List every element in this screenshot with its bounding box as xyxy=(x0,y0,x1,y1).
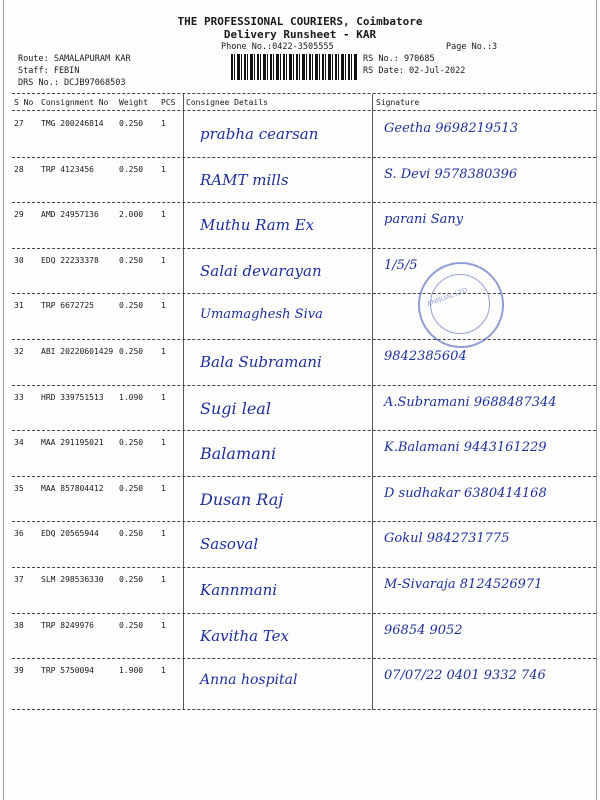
row-consignment-no: TMG 200246814 xyxy=(41,119,104,128)
company-stamp xyxy=(418,262,504,348)
row-consignee-handwriting: Sasoval xyxy=(200,535,259,554)
row-consignment-no: TRP 6672725 xyxy=(41,301,94,311)
row-consignment-no: MAA 291195021 xyxy=(41,438,104,448)
row-pcs: 1 xyxy=(161,529,166,539)
row-consignment-no: EDQ 20565944 xyxy=(41,529,99,539)
row-consignee-handwriting: Salai devarayan xyxy=(200,261,322,280)
row-pcs: 1 xyxy=(161,210,166,220)
column-divider xyxy=(183,94,184,710)
document-title: THE PROFESSIONAL COURIERS, Coimbatore xyxy=(177,15,423,28)
row-consignment-no: ABI 20220601429 xyxy=(41,347,114,356)
table-bottom-rule xyxy=(12,709,596,710)
row-sno: 29 xyxy=(14,210,24,220)
row-weight: 0.250 xyxy=(119,301,144,311)
row-sno: 38 xyxy=(14,620,24,630)
route: Route: SAMALAPURAM KAR xyxy=(18,54,131,64)
row-consignee-handwriting: RAMT mills xyxy=(200,170,289,189)
column-divider xyxy=(372,94,373,710)
row-weight: 2.000 xyxy=(119,210,144,220)
row-signature-handwriting: 9842385604 xyxy=(384,349,467,364)
col-header-signature: Signature xyxy=(376,98,420,107)
row-pcs: 1 xyxy=(161,301,166,311)
row-consignment-no: TRP 4123456 xyxy=(41,164,94,174)
phone-number: Phone No.:0422-3505555 xyxy=(221,42,334,52)
row-weight: 1.090 xyxy=(119,392,144,402)
rs-date: RS Date: 02-Jul-2022 xyxy=(363,66,466,76)
row-sno: 37 xyxy=(14,575,24,584)
row-divider xyxy=(12,567,596,568)
row-weight: 0.250 xyxy=(119,620,144,630)
row-consignee-handwriting: Anna hospital xyxy=(200,672,298,689)
col-header-weight: Weight xyxy=(119,98,148,107)
col-header-consignment: Consignment No xyxy=(41,98,109,107)
row-consignment-no: TRP 5750094 xyxy=(41,666,94,676)
row-consignment-no: AMD 24957136 xyxy=(41,210,99,220)
row-consignee-handwriting: Dusan Raj xyxy=(200,489,284,509)
row-signature-handwriting: parani Sany xyxy=(384,212,464,228)
stamp-label: ANNUAL LTD xyxy=(426,286,469,309)
row-consignee-handwriting: prabha cearsan xyxy=(200,125,319,143)
row-weight: 0.250 xyxy=(119,529,144,539)
row-sno: 36 xyxy=(14,529,24,539)
row-pcs: 1 xyxy=(161,347,166,356)
row-pcs: 1 xyxy=(161,575,166,584)
row-divider xyxy=(12,476,596,477)
row-sno: 31 xyxy=(14,301,24,311)
row-weight: 0.250 xyxy=(119,255,144,265)
col-header-pcs: PCS xyxy=(161,98,176,107)
row-consignee-handwriting: Muthu Ram Ex xyxy=(200,216,315,235)
row-signature-handwriting: D sudhakar 6380414168 xyxy=(384,485,547,501)
row-divider xyxy=(12,339,596,340)
row-divider xyxy=(12,202,596,203)
row-consignee-handwriting: Umamaghesh Siva xyxy=(200,307,323,323)
row-pcs: 1 xyxy=(161,483,166,493)
row-weight: 0.250 xyxy=(119,438,144,448)
row-sno: 30 xyxy=(14,255,24,265)
row-pcs: 1 xyxy=(161,666,166,676)
row-consignee-handwriting: Balamani xyxy=(200,444,277,464)
barcode xyxy=(231,54,358,80)
row-consignment-no: EDQ 22233378 xyxy=(41,255,99,265)
row-sno: 33 xyxy=(14,392,24,402)
row-signature-handwriting: S. Devi 9578380396 xyxy=(384,166,518,182)
row-sno: 34 xyxy=(14,438,24,448)
row-signature-handwriting: A.Subramani 9688487344 xyxy=(384,394,557,410)
row-pcs: 1 xyxy=(161,119,166,128)
row-divider xyxy=(12,430,596,431)
row-sno: 27 xyxy=(14,119,24,128)
col-header-consignee: Consignee Details xyxy=(186,98,268,107)
row-sno: 32 xyxy=(14,347,24,356)
row-weight: 0.250 xyxy=(119,119,144,128)
row-pcs: 1 xyxy=(161,164,166,174)
row-consignee-handwriting: Kavitha Tex xyxy=(200,626,289,645)
row-divider xyxy=(12,521,596,522)
row-signature-handwriting: Geetha 9698219513 xyxy=(384,121,518,136)
page-edge-left xyxy=(3,0,4,800)
header-rule-bottom xyxy=(12,110,596,111)
row-consignment-no: HRD 339751513 xyxy=(41,392,104,402)
row-consignee-handwriting: Bala Subramani xyxy=(200,353,322,371)
row-signature-handwriting: 1/5/5 xyxy=(384,257,418,273)
row-signature-handwriting: Gokul 9842731775 xyxy=(384,531,510,547)
row-consignee-handwriting: Kannmani xyxy=(200,581,278,599)
row-signature-handwriting: 96854 9052 xyxy=(384,622,463,638)
page-edge-right xyxy=(596,0,597,800)
row-consignee-handwriting: Sugi leal xyxy=(200,398,271,418)
page-number: Page No.:3 xyxy=(446,42,498,52)
row-divider xyxy=(12,613,596,614)
row-divider xyxy=(12,157,596,158)
row-weight: 0.250 xyxy=(119,575,144,584)
row-divider xyxy=(12,658,596,659)
row-sno: 35 xyxy=(14,483,24,493)
row-consignment-no: TRP 8249976 xyxy=(41,620,94,630)
col-header-sno: S No xyxy=(14,98,34,107)
row-weight: 0.250 xyxy=(119,164,144,174)
header-rule-top xyxy=(12,93,596,94)
row-pcs: 1 xyxy=(161,620,166,630)
row-pcs: 1 xyxy=(161,438,166,448)
row-divider xyxy=(12,385,596,386)
staff: Staff: FEBIN xyxy=(18,66,80,76)
row-divider xyxy=(12,248,596,249)
row-signature-handwriting: K.Balamani 9443161229 xyxy=(384,440,547,456)
row-signature-handwriting: 07/07/22 0401 9332 746 xyxy=(384,668,546,684)
rs-number: RS No.: 970685 xyxy=(363,54,435,64)
row-weight: 1.900 xyxy=(119,666,144,676)
row-consignment-no: SLM 298536330 xyxy=(41,575,104,584)
row-weight: 0.250 xyxy=(119,347,144,356)
row-divider xyxy=(12,293,596,294)
row-sno: 39 xyxy=(14,666,24,676)
row-weight: 0.250 xyxy=(119,483,144,493)
drs-number: DRS No.: DCJB97068503 xyxy=(18,78,126,88)
row-signature-handwriting: M-Sivaraja 8124526971 xyxy=(384,577,543,592)
document-subtitle: Delivery Runsheet - KAR xyxy=(223,28,377,41)
row-pcs: 1 xyxy=(161,255,166,265)
row-pcs: 1 xyxy=(161,392,166,402)
row-sno: 28 xyxy=(14,164,24,174)
row-consignment-no: MAA 857804412 xyxy=(41,483,104,493)
